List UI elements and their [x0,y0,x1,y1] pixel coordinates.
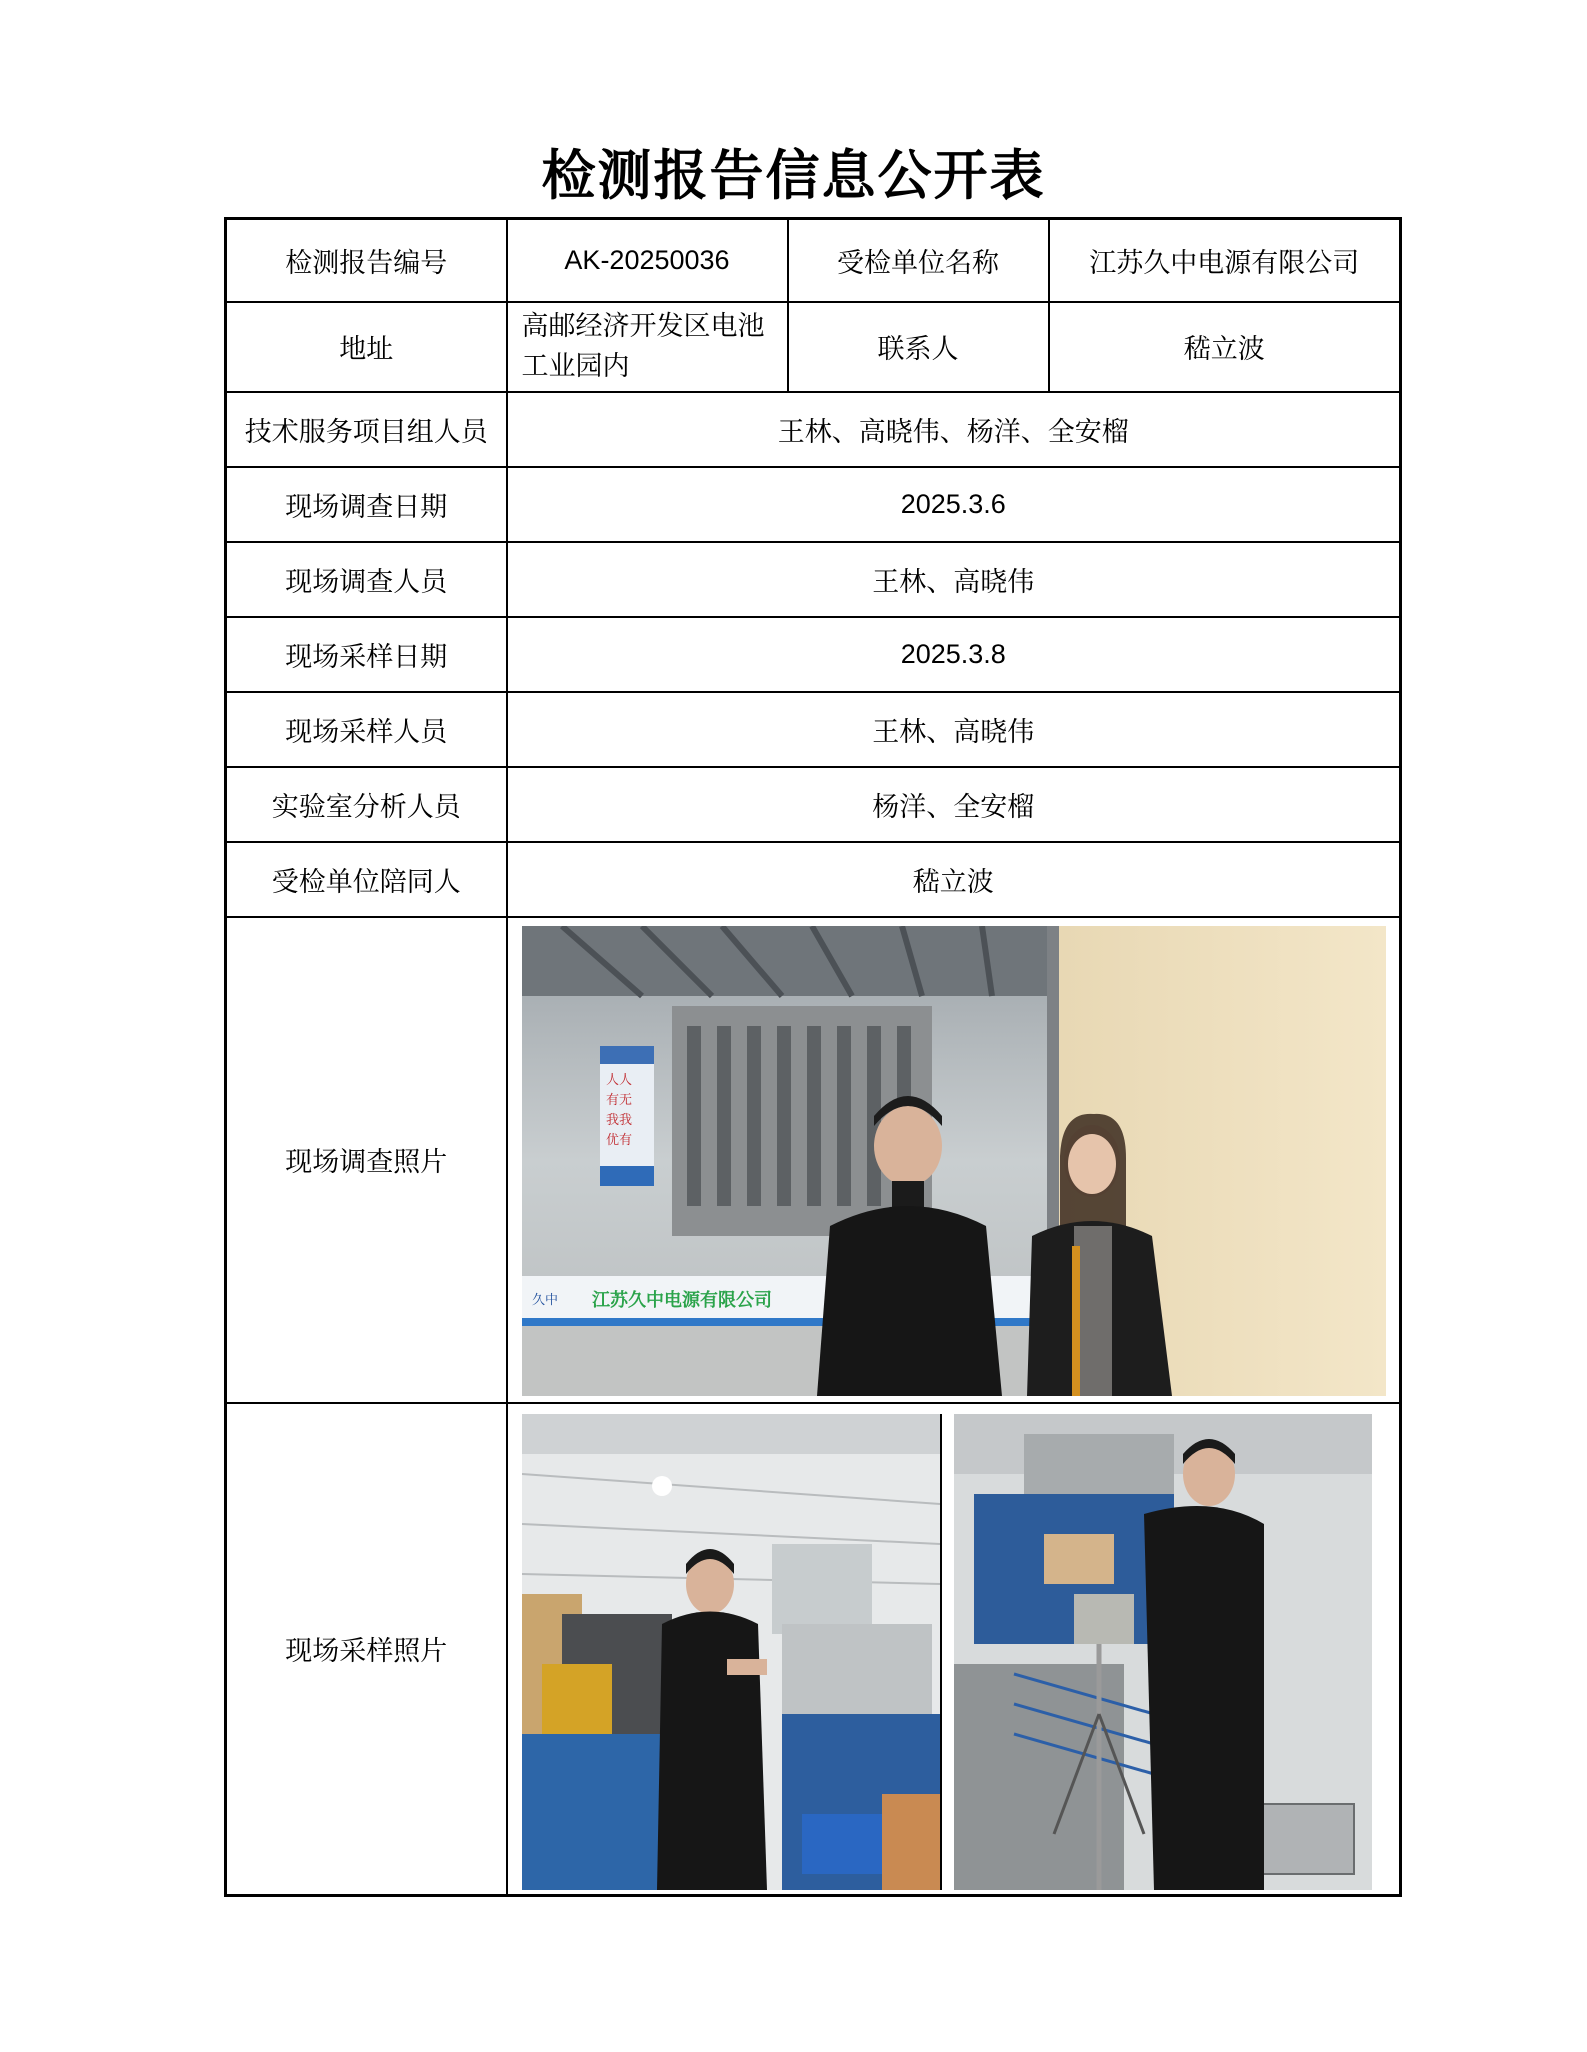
sampling-staff-value: 王林、高晓伟 [507,692,1401,767]
photo-divider [940,1414,954,1890]
page-title: 检测报告信息公开表 [541,143,1046,207]
table-row [226,392,1401,467]
sampling-date-label: 现场采样日期 [226,617,507,692]
sampling-staff-label: 现场采样人员 [226,692,507,767]
table-row [226,467,1401,542]
poster-line-1: 人人 [605,1072,632,1088]
team-label: 技术服务项目组人员 [226,392,507,467]
survey-photo-cell [507,917,1401,1403]
sampling-photos [522,1414,1388,1890]
table-row [226,917,1401,1403]
survey-photo-label: 现场调查照片 [226,917,507,1403]
address-label: 地址 [226,302,507,392]
survey-date-value: 2025.3.6 [507,467,1401,542]
sampling-photo-right [954,1414,1372,1890]
unit-name-value: 江苏久中电源有限公司 [1049,219,1401,302]
table-row [226,692,1401,767]
survey-photo [522,926,1386,1396]
survey-sign-text: 江苏久中电源有限公司 [591,1289,772,1311]
contact-value: 嵇立波 [1049,302,1401,392]
poster-line-2: 有无 [605,1092,632,1108]
address-value: 高邮经济开发区电池工业园内 [507,302,788,392]
report-no-label: 检测报告编号 [226,219,507,302]
escort-label: 受检单位陪同人 [226,842,507,917]
sampling-photo-left-image [522,1414,940,1890]
table-row [226,842,1401,917]
poster-line-3: 我我 [605,1112,632,1128]
sampling-photo-left [522,1414,940,1890]
sampling-photo-label: 现场采样照片 [226,1403,507,1896]
table-row [226,302,1401,392]
table-row [226,219,1401,302]
table-row [226,767,1401,842]
survey-staff-label: 现场调查人员 [226,542,507,617]
report-info-table [224,217,1402,1897]
survey-date-label: 现场调查日期 [226,467,507,542]
unit-name-label: 受检单位名称 [788,219,1049,302]
survey-photo-image [522,926,1386,1396]
report-no-value: AK-20250036 [507,219,788,302]
contact-label: 联系人 [788,302,1049,392]
survey-sign-logo: 久中 [531,1292,558,1308]
escort-value: 嵇立波 [507,842,1401,917]
sampling-photo-right-image [954,1414,1372,1890]
sampling-photos-cell [507,1403,1401,1896]
survey-staff-value: 王林、高晓伟 [507,542,1401,617]
sampling-date-value: 2025.3.8 [507,617,1401,692]
lab-staff-value: 杨洋、全安榴 [507,767,1401,842]
table-row [226,617,1401,692]
table-row [226,1403,1401,1896]
lab-staff-label: 实验室分析人员 [226,767,507,842]
team-value: 王林、高晓伟、杨洋、全安榴 [507,392,1401,467]
poster-line-4: 优有 [605,1132,632,1148]
table-row [226,542,1401,617]
